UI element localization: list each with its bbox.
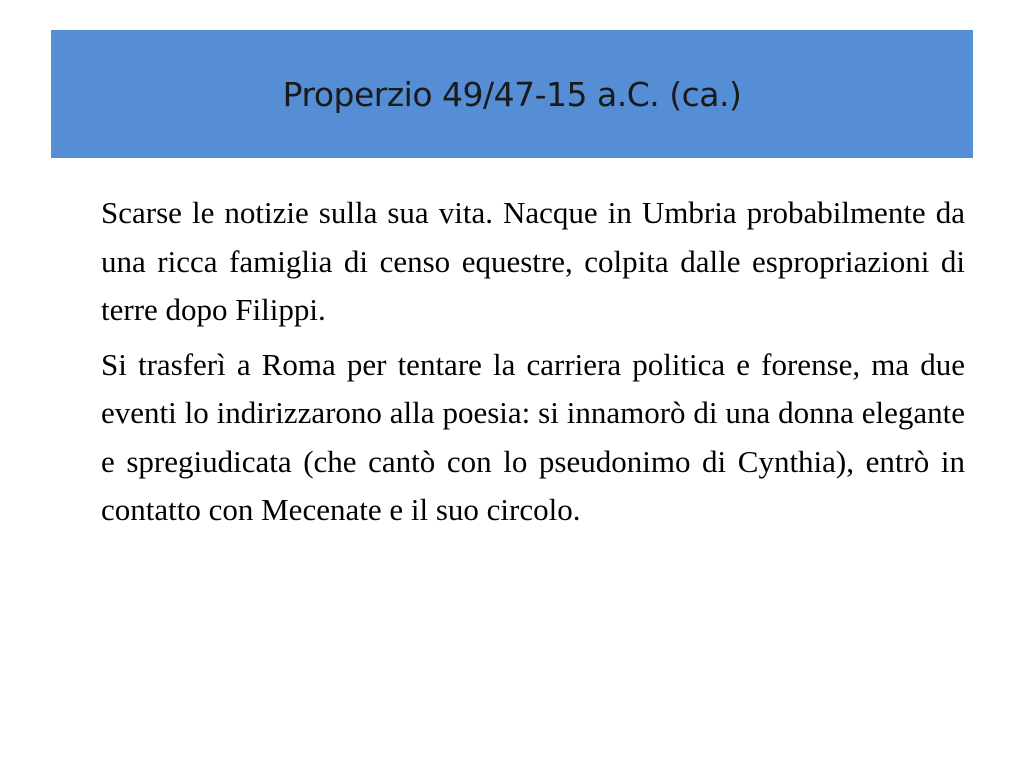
slide-title: Properzio 49/47-15 a.C. (ca.)	[282, 74, 742, 114]
title-bar	[51, 30, 973, 158]
paragraph-biography: Scarse le notizie sulla sua vita. Nacque in Umbria probabilmente da una ricca famiglia di censo equestre, colpita dalle espropriazioni di terre dopo Filippi.	[101, 195, 965, 327]
paragraph-career: Si trasferì a Roma per tentare la carriera politica e forense, ma due eventi lo indirizzarono alla poesia: si innamorò di una donna elegante e spregiudicata (che cantò con lo pseudonimo di Cynthia), entrò in contatto con Mecenate e il suo circolo.	[101, 346, 965, 527]
slide-body	[101, 189, 965, 541]
